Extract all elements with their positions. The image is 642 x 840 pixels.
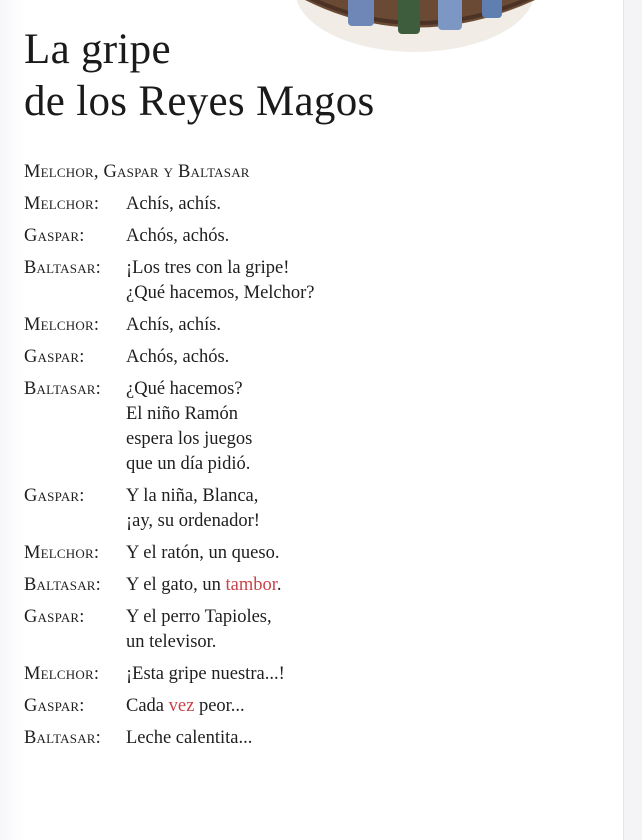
speech-line: El niño Ramón xyxy=(126,404,239,424)
speech-line: Achós, achós. xyxy=(126,226,230,246)
speech-fragment: Cada xyxy=(126,696,169,716)
poem-script xyxy=(24,160,584,758)
speaker-name: Baltasar: xyxy=(24,379,101,399)
speech-line: Y el perro Tapioles, xyxy=(126,607,272,627)
speech-line: que un día pidió. xyxy=(126,454,251,474)
speaker-name: Gaspar: xyxy=(24,486,85,506)
speech-text xyxy=(126,345,229,370)
dialogue-line xyxy=(24,726,584,751)
speech-line: Achís, achís. xyxy=(126,194,222,214)
cast-list: Melchor, Gaspar y Baltasar xyxy=(24,162,250,182)
speech-text xyxy=(126,573,282,598)
speech-line: Achós, achós. xyxy=(126,347,230,367)
dialogue-line xyxy=(24,377,584,477)
speaker-name: Gaspar: xyxy=(24,696,85,716)
speech-text xyxy=(126,541,279,566)
speech-text xyxy=(126,377,252,477)
speech-text xyxy=(126,484,260,534)
speech-fragment: peor... xyxy=(194,696,245,716)
highlighted-word: tambor xyxy=(225,575,277,595)
speaker-name: Gaspar: xyxy=(24,347,85,367)
speech-text xyxy=(126,256,315,306)
speech-line xyxy=(126,573,282,598)
speech-text xyxy=(126,192,221,217)
dialogue-line xyxy=(24,224,584,249)
speech-line: un televisor. xyxy=(126,632,217,652)
speech-line: espera los juegos xyxy=(126,429,253,449)
speaker-name: Gaspar: xyxy=(24,226,85,246)
speaker-name: Melchor: xyxy=(24,664,100,684)
dialogue-line xyxy=(24,256,584,306)
dialogue-line xyxy=(24,345,584,370)
speaker-name: Baltasar: xyxy=(24,575,101,595)
speaker-name: Melchor: xyxy=(24,543,100,563)
speaker-name: Baltasar: xyxy=(24,258,101,278)
speech-line: Y la niña, Blanca, xyxy=(126,486,259,506)
dialogue-line xyxy=(24,313,584,338)
dialogue-line xyxy=(24,541,584,566)
speech-line: Achís, achís. xyxy=(126,315,222,335)
speech-text xyxy=(126,694,245,719)
dialogue-line xyxy=(24,573,584,598)
speech-fragment: Y el gato, un xyxy=(126,575,226,595)
highlighted-word: vez xyxy=(168,696,195,716)
dialogue-line xyxy=(24,605,584,655)
speech-line: ¡Esta gripe nuestra...! xyxy=(126,664,285,684)
dialogue-line xyxy=(24,484,584,534)
speech-line: ¿Qué hacemos? xyxy=(126,379,243,399)
speech-text xyxy=(126,313,221,338)
speech-text xyxy=(126,662,285,687)
speech-line: ¡ay, su ordenador! xyxy=(126,511,260,531)
speech-line: Y el ratón, un queso. xyxy=(126,543,280,563)
title-line: La gripe xyxy=(24,26,171,73)
speaker-name: Gaspar: xyxy=(24,607,85,627)
speech-text xyxy=(126,726,252,751)
speech-line: Leche calentita... xyxy=(126,728,253,748)
dialogue-line xyxy=(24,694,584,719)
speech-line: ¡Los tres con la gripe! xyxy=(126,258,290,278)
dialogue-line xyxy=(24,192,584,217)
dialogue-line xyxy=(24,662,584,687)
speaker-name: Melchor: xyxy=(24,194,100,214)
title-line: de los Reyes Magos xyxy=(24,78,375,125)
page-edge xyxy=(623,0,642,840)
page-title xyxy=(24,24,375,128)
speech-text xyxy=(126,224,229,249)
speech-fragment: . xyxy=(276,575,282,595)
speech-line: ¿Qué hacemos, Melchor? xyxy=(126,283,315,303)
speech-text xyxy=(126,605,272,655)
speaker-name: Melchor: xyxy=(24,315,100,335)
speech-line xyxy=(126,694,245,719)
speaker-name: Baltasar: xyxy=(24,728,101,748)
